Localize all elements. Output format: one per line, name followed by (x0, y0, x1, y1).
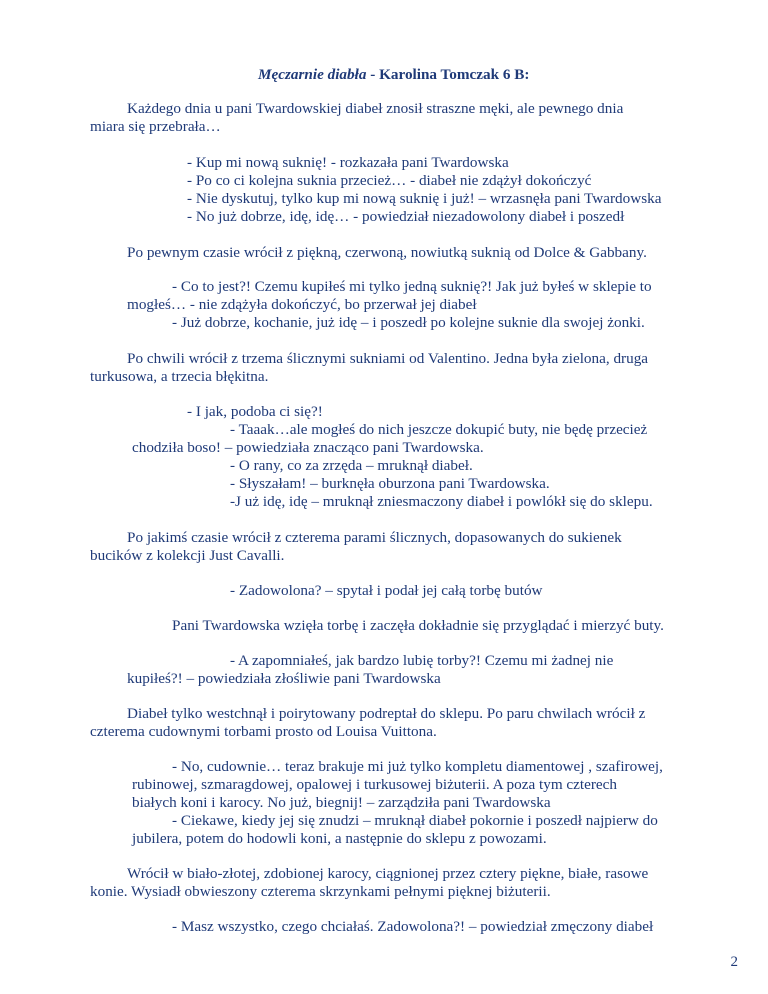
text-line: Po jakimś czasie wrócił z czterema parami ślicznych, dopasowanych do sukienek (127, 529, 622, 546)
text-line: mogłeś… - nie zdążyła dokończyć, bo przerwał jej diabeł (127, 296, 477, 313)
text-line: -J uż idę, idę – mruknął zniesmaczony diabeł i powlókł się do sklepu. (230, 493, 653, 510)
title-separator: - (366, 66, 380, 83)
text-line: jubilera, potem do hodowli koni, a następnie do sklepu z powozami. (132, 830, 547, 847)
title-italic: Męczarnie diabła (258, 66, 367, 83)
text-line: konie. Wysiadł obwieszony czterema skrzynkami pełnymi pięknej biżuterii. (90, 883, 551, 900)
text-line: czterema cudownymi torbami prosto od Louisa Vuittona. (90, 723, 437, 740)
text-line: - Zadowolona? – spytał i podał jej całą torbę butów (230, 582, 543, 599)
page-number: 2 (730, 954, 738, 970)
text-line: - Nie dyskutuj, tylko kup mi nową suknię i już! – wrzasnęła pani Twardowska (187, 190, 662, 207)
text-line: kupiłeś?! – powiedziała złośliwie pani Twardowska (127, 670, 441, 687)
text-line: bucików z kolekcji Just Cavalli. (90, 547, 285, 564)
text-line: białych koni i karocy. No już, biegnij! – zarządziła pani Twardowska (132, 794, 551, 811)
text-line: - A zapomniałeś, jak bardzo lubię torby?! Czemu mi żadnej nie (230, 652, 614, 669)
text-line: Po chwili wrócił z trzema ślicznymi sukniami od Valentino. Jedna była zielona, druga (127, 350, 649, 367)
text-line: - Po co ci kolejna suknia przecież… - diabeł nie zdążył dokończyć (187, 172, 592, 189)
text-line: - No, cudownie… teraz brakuje mi już tylko kompletu diamentowej , szafirowej, (172, 758, 663, 775)
text-line: - I jak, podoba ci się?! (187, 403, 323, 420)
text-line: miara się przebrała… (90, 118, 221, 135)
text-line: - Masz wszystko, czego chciałaś. Zadowolona?! – powiedział zmęczony diabeł (172, 918, 654, 935)
text-line: Po pewnym czasie wrócił z piękną, czerwoną, nowiutką suknią od Dolce & Gabbany. (127, 244, 647, 261)
text-line: Wrócił w biało-złotej, zdobionej karocy, ciągnionej przez cztery piękne, białe, rasowe (127, 865, 649, 882)
text-line: - Ciekawe, kiedy jej się znudzi – mruknął diabeł pokornie i poszedł najpierw do (172, 812, 658, 829)
text-line: - No już dobrze, idę, idę… - powiedział niezadowolony diabeł i poszedł (187, 208, 625, 225)
text-line: - Kup mi nową suknię! - rozkazała pani Twardowska (187, 154, 509, 171)
text-line: turkusowa, a trzecia błękitna. (90, 368, 269, 385)
text-line: - Już dobrze, kochanie, już idę – i poszedł po kolejne suknie dla swojej żonki. (172, 314, 645, 331)
page-title (258, 66, 529, 84)
text-line: - O rany, co za zrzęda – mruknął diabeł. (230, 457, 473, 474)
title-author: Karolina Tomczak 6 B: (379, 66, 530, 83)
text-line: - Słyszałam! – burknęła oburzona pani Twardowska. (230, 475, 550, 492)
text-line: Pani Twardowska wzięła torbę i zaczęła dokładnie się przyglądać i mierzyć buty. (172, 617, 664, 634)
text-line: - Co to jest?! Czemu kupiłeś mi tylko jedną suknię?! Jak już byłeś w sklepie to (172, 278, 652, 295)
text-line: rubinowej, szmaragdowej, opalowej i turkusowej biżuterii. A poza tym czterech (132, 776, 618, 793)
text-line: chodziła boso! – powiedziała znacząco pani Twardowska. (132, 439, 484, 456)
text-line: - Taaak…ale mogłeś do nich jeszcze dokupić buty, nie będę przecież (230, 421, 648, 438)
text-line: Każdego dnia u pani Twardowskiej diabeł znosił straszne męki, ale pewnego dnia (127, 100, 624, 117)
text-line: Diabeł tylko westchnął i poirytowany podreptał do sklepu. Po paru chwilach wrócił z (127, 705, 646, 722)
